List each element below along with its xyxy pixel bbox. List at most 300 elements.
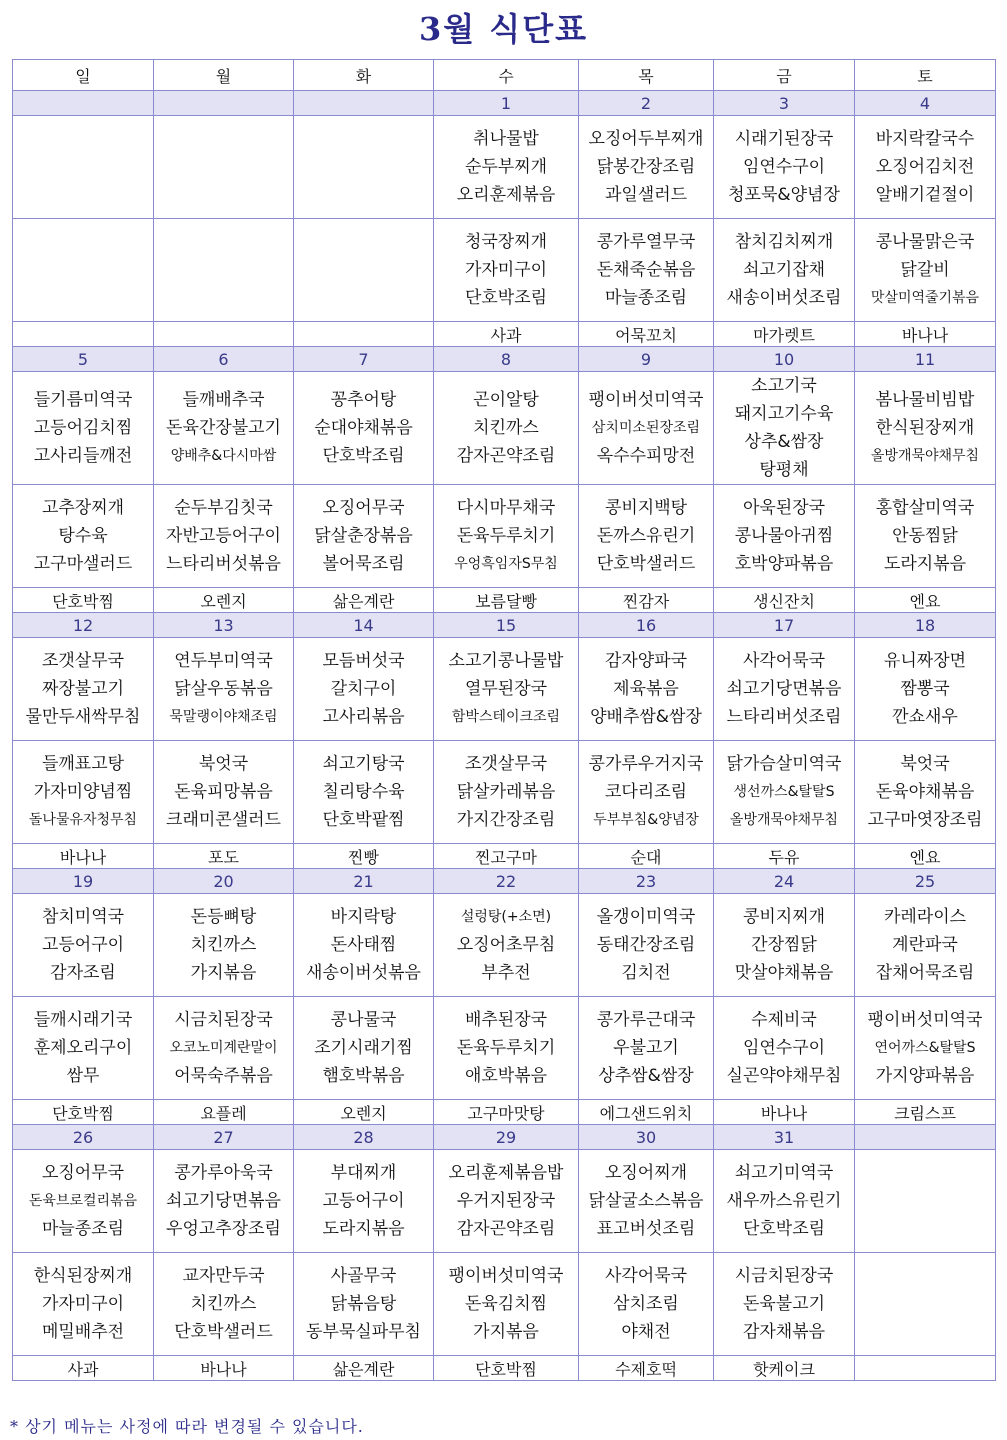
dinner-cell — [714, 741, 855, 844]
menu-item: 고사리볶음 — [322, 707, 405, 727]
menu-item: 들깨시래기국 — [33, 1010, 133, 1030]
snack-cell: 요플레 — [154, 1100, 294, 1125]
lunch-cell — [855, 372, 996, 485]
dinner-cell — [579, 741, 714, 844]
snack-cell: 마가렛트 — [714, 322, 855, 347]
dinner-cell — [154, 997, 294, 1100]
lunch-cell — [13, 116, 154, 219]
dinner-cell — [13, 997, 154, 1100]
menu-item: 순두부김칫국 — [174, 498, 273, 518]
date-cell: 9 — [579, 347, 714, 372]
menu-item: 계란파국 — [892, 935, 958, 955]
menu-item: 열무된장국 — [464, 679, 548, 699]
snack-cell: 오렌지 — [294, 1100, 434, 1125]
menu-item: 콩나물국 — [330, 1010, 397, 1030]
menu-item: 돈등뼈탕 — [190, 907, 257, 927]
menu-item: 들깨배추국 — [182, 390, 265, 410]
weekday-header: 금 — [714, 60, 855, 91]
snack-cell: 단호박찜 — [13, 1100, 154, 1125]
menu-item: 취나물밥 — [473, 129, 539, 149]
menu-item: 가지간장조림 — [456, 810, 556, 830]
menu-item: 우거지된장국 — [456, 1191, 556, 1211]
menu-item: 메밀배추전 — [41, 1322, 125, 1342]
lunch-cell — [294, 894, 434, 997]
dinner-row — [13, 1253, 996, 1356]
menu-item: 마늘종조림 — [41, 1219, 125, 1239]
snack-cell: 바나나 — [855, 322, 996, 347]
menu-item: 표고버섯조림 — [596, 1219, 696, 1239]
snack-cell: 단호박찜 — [434, 1356, 579, 1381]
menu-item: 크래미콘샐러드 — [166, 810, 281, 830]
menu-item: 한식된장찌개 — [875, 418, 975, 438]
lunch-cell — [714, 1150, 855, 1253]
date-cell: 16 — [579, 613, 714, 638]
snack-cell: 사과 — [434, 322, 579, 347]
menu-calendar — [12, 59, 996, 1381]
menu-item: 고등어구이 — [41, 935, 125, 955]
menu-item: 치킨까스 — [190, 1294, 257, 1314]
menu-item: 다시마무채국 — [456, 498, 556, 518]
menu-item: 콩가루우거지국 — [588, 754, 704, 774]
dinner-cell — [855, 997, 996, 1100]
date-cell: 18 — [855, 613, 996, 638]
menu-item: 단호박샐러드 — [596, 554, 696, 574]
date-cell: 19 — [13, 869, 154, 894]
snack-cell: 찐감자 — [579, 588, 714, 613]
menu-item: 김치전 — [621, 963, 671, 983]
lunch-cell — [855, 894, 996, 997]
dinner-cell — [434, 1253, 579, 1356]
lunch-cell — [714, 372, 855, 485]
menu-item: 유니짜장면 — [883, 651, 967, 671]
menu-item: 간장찜닭 — [751, 935, 817, 955]
date-cell: 2 — [579, 91, 714, 116]
menu-item: 탕평채 — [759, 460, 809, 480]
menu-item: 닭봉간장조림 — [596, 157, 696, 177]
snack-cell: 바나나 — [13, 844, 154, 869]
footnote: * 상기 메뉴는 사정에 따라 변경될 수 있습니다. — [10, 1417, 364, 1436]
snack-cell: 엔요 — [855, 588, 996, 613]
lunch-cell — [434, 372, 579, 485]
lunch-cell — [579, 372, 714, 485]
menu-item: 바지락칼국수 — [875, 129, 975, 149]
dinner-cell — [434, 485, 579, 588]
menu-item: 쇠고기잡채 — [742, 260, 826, 280]
menu-item: 콩가루아욱국 — [174, 1163, 273, 1183]
menu-item: 어묵숙주볶음 — [174, 1066, 273, 1086]
date-cell: 13 — [154, 613, 294, 638]
menu-item: 새우까스유린기 — [726, 1191, 842, 1211]
snack-cell: 바나나 — [154, 1356, 294, 1381]
menu-item: 참치김치찌개 — [734, 232, 834, 252]
lunch-cell — [434, 116, 579, 219]
menu-item: 훈제오리구이 — [33, 1038, 133, 1058]
dinner-cell — [855, 1253, 996, 1356]
menu-item: 오징어김치전 — [875, 157, 975, 177]
date-cell: 1 — [434, 91, 579, 116]
lunch-cell — [154, 116, 294, 219]
snack-row — [13, 322, 996, 347]
dinner-cell — [714, 997, 855, 1100]
menu-item: 봄나물비빔밥 — [875, 390, 975, 410]
menu-item: 닭살우동볶음 — [174, 679, 273, 699]
snack-row — [13, 1100, 996, 1125]
lunch-row — [13, 638, 996, 741]
menu-item: 단호박샐러드 — [174, 1322, 273, 1342]
menu-item: 돈육야채볶음 — [875, 782, 975, 802]
menu-item: 소고기국 — [751, 376, 817, 396]
snack-cell: 찐빵 — [294, 844, 434, 869]
snack-cell: 순대 — [579, 844, 714, 869]
dinner-row — [13, 219, 996, 322]
menu-item: 아욱된장국 — [742, 498, 826, 518]
menu-item: 도라지볶음 — [883, 554, 967, 574]
dinner-cell — [579, 997, 714, 1100]
menu-item: 상추쌈&쌈장 — [598, 1066, 694, 1086]
snack-cell: 두유 — [714, 844, 855, 869]
menu-item: 순대야채볶음 — [314, 418, 413, 438]
date-cell: 23 — [579, 869, 714, 894]
menu-item: 가지볶음 — [190, 963, 257, 983]
menu-item: 우엉흑임자S무침 — [454, 556, 558, 572]
menu-item: 콩가루근대국 — [596, 1010, 696, 1030]
date-cell: 5 — [13, 347, 154, 372]
dinner-cell — [13, 485, 154, 588]
menu-item: 돈육피망볶음 — [174, 782, 273, 802]
menu-item: 가지볶음 — [473, 1322, 539, 1342]
menu-item: 양배추쌈&쌈장 — [590, 707, 702, 727]
menu-item: 물만두새싹무침 — [25, 707, 141, 727]
date-cell: 30 — [579, 1125, 714, 1150]
snack-cell: 핫케이크 — [714, 1356, 855, 1381]
date-cell: 24 — [714, 869, 855, 894]
snack-cell: 바나나 — [714, 1100, 855, 1125]
snack-cell: 오렌지 — [154, 588, 294, 613]
snack-cell: 에그샌드위치 — [579, 1100, 714, 1125]
menu-item: 고구마엿장조림 — [867, 810, 983, 830]
menu-item: 사각어묵국 — [742, 651, 826, 671]
menu-item: 깐쇼새우 — [892, 707, 958, 727]
menu-item: 감자곤약조림 — [456, 446, 556, 466]
dinner-cell — [294, 219, 434, 322]
menu-item: 오징어찌개 — [604, 1163, 688, 1183]
menu-item: 치킨까스 — [190, 935, 257, 955]
menu-item: 동태간장조림 — [596, 935, 696, 955]
menu-item: 단호박조림 — [742, 1219, 826, 1239]
menu-item: 우엉고추장조림 — [166, 1219, 281, 1239]
dinner-row — [13, 741, 996, 844]
date-cell: 10 — [714, 347, 855, 372]
snack-cell — [855, 1356, 996, 1381]
menu-item: 애호박볶음 — [464, 1066, 548, 1086]
date-cell: 28 — [294, 1125, 434, 1150]
date-cell: 31 — [714, 1125, 855, 1150]
dinner-cell — [579, 1253, 714, 1356]
menu-item: 느타리버섯조림 — [726, 707, 842, 727]
menu-item: 과일샐러드 — [604, 185, 688, 205]
menu-item: 콩나물맑은국 — [875, 232, 975, 252]
snack-cell: 삶은계란 — [294, 588, 434, 613]
menu-item: 고추장찌개 — [41, 498, 125, 518]
menu-item: 함박스테이크조림 — [451, 709, 561, 725]
lunch-cell — [154, 894, 294, 997]
dinner-cell — [434, 219, 579, 322]
menu-item: 오징어초무침 — [456, 935, 556, 955]
menu-item: 꽁추어탕 — [330, 390, 397, 410]
menu-item: 들깨표고탕 — [41, 754, 125, 774]
lunch-cell — [294, 116, 434, 219]
weekday-header: 목 — [579, 60, 714, 91]
dinner-cell — [154, 485, 294, 588]
menu-item: 우불고기 — [613, 1038, 679, 1058]
lunch-cell — [714, 116, 855, 219]
menu-item: 카레라이스 — [883, 907, 967, 927]
menu-item: 쇠고기당면볶음 — [166, 1191, 281, 1211]
lunch-cell — [855, 638, 996, 741]
menu-item: 올갱이미역국 — [596, 907, 696, 927]
menu-item: 감자곤약조림 — [456, 1219, 556, 1239]
menu-item: 팽이버섯미역국 — [588, 390, 704, 410]
menu-item: 돈까스유린기 — [596, 526, 696, 546]
menu-item: 단호박팥찜 — [322, 810, 405, 830]
lunch-cell — [154, 638, 294, 741]
menu-item: 바지락탕 — [330, 907, 397, 927]
snack-cell: 크림스프 — [855, 1100, 996, 1125]
menu-item: 곤이알탕 — [473, 390, 539, 410]
menu-item: 닭살굴소스볶음 — [588, 1191, 704, 1211]
lunch-cell — [13, 372, 154, 485]
lunch-cell — [579, 1150, 714, 1253]
dinner-cell — [294, 741, 434, 844]
menu-item: 모듬버섯국 — [322, 651, 405, 671]
menu-item: 오징어무국 — [322, 498, 405, 518]
lunch-cell — [13, 1150, 154, 1253]
menu-item: 갈치구이 — [330, 679, 397, 699]
lunch-cell — [855, 1150, 996, 1253]
menu-item: 수제비국 — [751, 1010, 817, 1030]
menu-item: 오징어무국 — [41, 1163, 125, 1183]
menu-item: 맛살야채볶음 — [734, 963, 834, 983]
menu-item: 부추전 — [481, 963, 531, 983]
menu-item: 청국장찌개 — [464, 232, 548, 252]
date-row — [13, 869, 996, 894]
lunch-cell — [434, 894, 579, 997]
menu-item: 호박양파볶음 — [734, 554, 834, 574]
menu-item: 닭갈비 — [900, 260, 950, 280]
menu-item: 한식된장찌개 — [33, 1266, 133, 1286]
lunch-cell — [154, 1150, 294, 1253]
menu-item: 팽이버섯미역국 — [448, 1266, 564, 1286]
menu-item: 가지양파볶음 — [875, 1066, 975, 1086]
date-cell — [294, 91, 434, 116]
date-cell: 7 — [294, 347, 434, 372]
lunch-row — [13, 894, 996, 997]
menu-item: 실곤약야채무침 — [726, 1066, 842, 1086]
snack-cell: 사과 — [13, 1356, 154, 1381]
menu-item: 시금치된장국 — [734, 1266, 834, 1286]
menu-item: 마늘종조림 — [604, 288, 688, 308]
menu-item: 닭볶음탕 — [330, 1294, 397, 1314]
menu-item: 코다리조림 — [604, 782, 688, 802]
dinner-cell — [579, 219, 714, 322]
dinner-cell — [434, 741, 579, 844]
menu-item: 가자미구이 — [464, 260, 548, 280]
menu-item: 감자조림 — [50, 963, 116, 983]
date-cell: 22 — [434, 869, 579, 894]
dinner-cell — [154, 741, 294, 844]
menu-item: 볼어묵조림 — [322, 554, 405, 574]
menu-item: 콩가루열무국 — [596, 232, 696, 252]
dinner-cell — [855, 219, 996, 322]
menu-item: 쇠고기당면볶음 — [726, 679, 842, 699]
menu-item: 새송이버섯볶음 — [306, 963, 421, 983]
menu-item: 맛살미역줄기볶음 — [870, 290, 980, 306]
menu-item: 고구마샐러드 — [33, 554, 133, 574]
menu-item: 임연수구이 — [742, 157, 826, 177]
menu-item: 올방개묵야채무침 — [870, 448, 980, 464]
dinner-cell — [294, 1253, 434, 1356]
lunch-cell — [294, 638, 434, 741]
menu-item: 조갯살무국 — [464, 754, 548, 774]
menu-item: 잡채어묵조림 — [875, 963, 975, 983]
menu-item: 돈육불고기 — [742, 1294, 826, 1314]
snack-cell — [294, 322, 434, 347]
menu-item: 올방개묵야채무침 — [729, 812, 839, 828]
weekday-header-row — [13, 60, 996, 91]
menu-item: 고등어구이 — [322, 1191, 405, 1211]
snack-row — [13, 588, 996, 613]
menu-item: 감자양파국 — [604, 651, 688, 671]
lunch-cell — [579, 116, 714, 219]
menu-item: 양배추&다시마쌈 — [170, 448, 277, 464]
menu-item: 고등어김치찜 — [33, 418, 133, 438]
snack-cell: 생신잔치 — [714, 588, 855, 613]
menu-item: 돼지고기수육 — [734, 404, 834, 424]
snack-cell: 수제호떡 — [579, 1356, 714, 1381]
menu-item: 교자만두국 — [182, 1266, 265, 1286]
menu-item: 조기시래기찜 — [314, 1038, 413, 1058]
weekday-header: 토 — [855, 60, 996, 91]
lunch-row — [13, 1150, 996, 1253]
menu-item: 탕수육 — [58, 526, 108, 546]
menu-item: 안동찜닭 — [892, 526, 958, 546]
dinner-cell — [855, 741, 996, 844]
menu-item: 야채전 — [621, 1322, 671, 1342]
weekday-header: 화 — [294, 60, 434, 91]
page-title: 3월 식단표 — [418, 10, 589, 48]
dinner-cell — [13, 1253, 154, 1356]
calendar-body — [13, 60, 996, 1381]
dinner-cell — [579, 485, 714, 588]
menu-item: 청포묵&양념장 — [728, 185, 840, 205]
menu-item: 자반고등어구이 — [166, 526, 281, 546]
lunch-cell — [434, 638, 579, 741]
menu-item: 단호박조림 — [464, 288, 548, 308]
snack-row — [13, 1356, 996, 1381]
menu-item: 짬뽕국 — [900, 679, 950, 699]
menu-item: 북엇국 — [900, 754, 950, 774]
menu-item: 가자미양념찜 — [33, 782, 133, 802]
date-row — [13, 347, 996, 372]
menu-item: 생선까스&탈탈S — [733, 784, 835, 800]
date-cell: 14 — [294, 613, 434, 638]
date-cell: 4 — [855, 91, 996, 116]
lunch-cell — [294, 372, 434, 485]
menu-item: 닭가슴살미역국 — [726, 754, 842, 774]
menu-item: 돈육브로컬리볶음 — [28, 1193, 138, 1209]
date-cell: 15 — [434, 613, 579, 638]
dinner-cell — [714, 219, 855, 322]
menu-item: 돌나물유자청무침 — [28, 812, 138, 828]
menu-item: 설렁탕(+소면) — [460, 909, 552, 925]
menu-item: 홍합살미역국 — [875, 498, 975, 518]
menu-item: 부대찌개 — [330, 1163, 397, 1183]
menu-item: 상추&쌈장 — [744, 432, 824, 452]
menu-item: 돈사태찜 — [330, 935, 397, 955]
menu-item: 오징어두부찌개 — [588, 129, 704, 149]
menu-item: 감자채볶음 — [742, 1322, 826, 1342]
menu-item: 돈육간장불고기 — [166, 418, 281, 438]
dinner-row — [13, 485, 996, 588]
menu-item: 임연수구이 — [742, 1038, 826, 1058]
snack-cell: 고구마맛탕 — [434, 1100, 579, 1125]
date-cell: 3 — [714, 91, 855, 116]
menu-item: 도라지볶음 — [322, 1219, 405, 1239]
menu-item: 칠리탕수육 — [322, 782, 405, 802]
lunch-row — [13, 372, 996, 485]
date-cell: 6 — [154, 347, 294, 372]
date-cell: 12 — [13, 613, 154, 638]
lunch-cell — [579, 638, 714, 741]
menu-item: 사골무국 — [330, 1266, 397, 1286]
date-cell: 26 — [13, 1125, 154, 1150]
menu-item: 참치미역국 — [41, 907, 125, 927]
menu-item: 들기름미역국 — [33, 390, 133, 410]
date-row — [13, 1125, 996, 1150]
menu-item: 돈채죽순볶음 — [596, 260, 696, 280]
lunch-cell — [714, 638, 855, 741]
menu-item: 제육볶음 — [613, 679, 679, 699]
date-cell: 8 — [434, 347, 579, 372]
weekday-header: 월 — [154, 60, 294, 91]
menu-item: 돈육두루치기 — [456, 1038, 556, 1058]
snack-cell: 포도 — [154, 844, 294, 869]
snack-row — [13, 844, 996, 869]
dinner-cell — [294, 997, 434, 1100]
menu-item: 사각어묵국 — [604, 1266, 688, 1286]
menu-item: 돈육김치찜 — [464, 1294, 548, 1314]
menu-item: 가자미구이 — [41, 1294, 125, 1314]
menu-item: 시래기된장국 — [734, 129, 834, 149]
menu-item: 쇠고기탕국 — [322, 754, 405, 774]
menu-item: 오리훈제볶음 — [456, 185, 556, 205]
menu-item: 단호박조림 — [322, 446, 405, 466]
snack-cell: 삶은계란 — [294, 1356, 434, 1381]
dinner-cell — [13, 741, 154, 844]
date-cell: 21 — [294, 869, 434, 894]
lunch-cell — [714, 894, 855, 997]
dinner-cell — [714, 1253, 855, 1356]
date-cell: 17 — [714, 613, 855, 638]
dinner-cell — [855, 485, 996, 588]
menu-item: 연어까스&탈탈S — [874, 1040, 976, 1056]
lunch-cell — [855, 116, 996, 219]
date-cell — [855, 1125, 996, 1150]
menu-item: 고사리들깨전 — [33, 446, 133, 466]
menu-item: 느타리버섯볶음 — [166, 554, 281, 574]
snack-cell: 찐고구마 — [434, 844, 579, 869]
menu-item: 옥수수피망전 — [596, 446, 696, 466]
